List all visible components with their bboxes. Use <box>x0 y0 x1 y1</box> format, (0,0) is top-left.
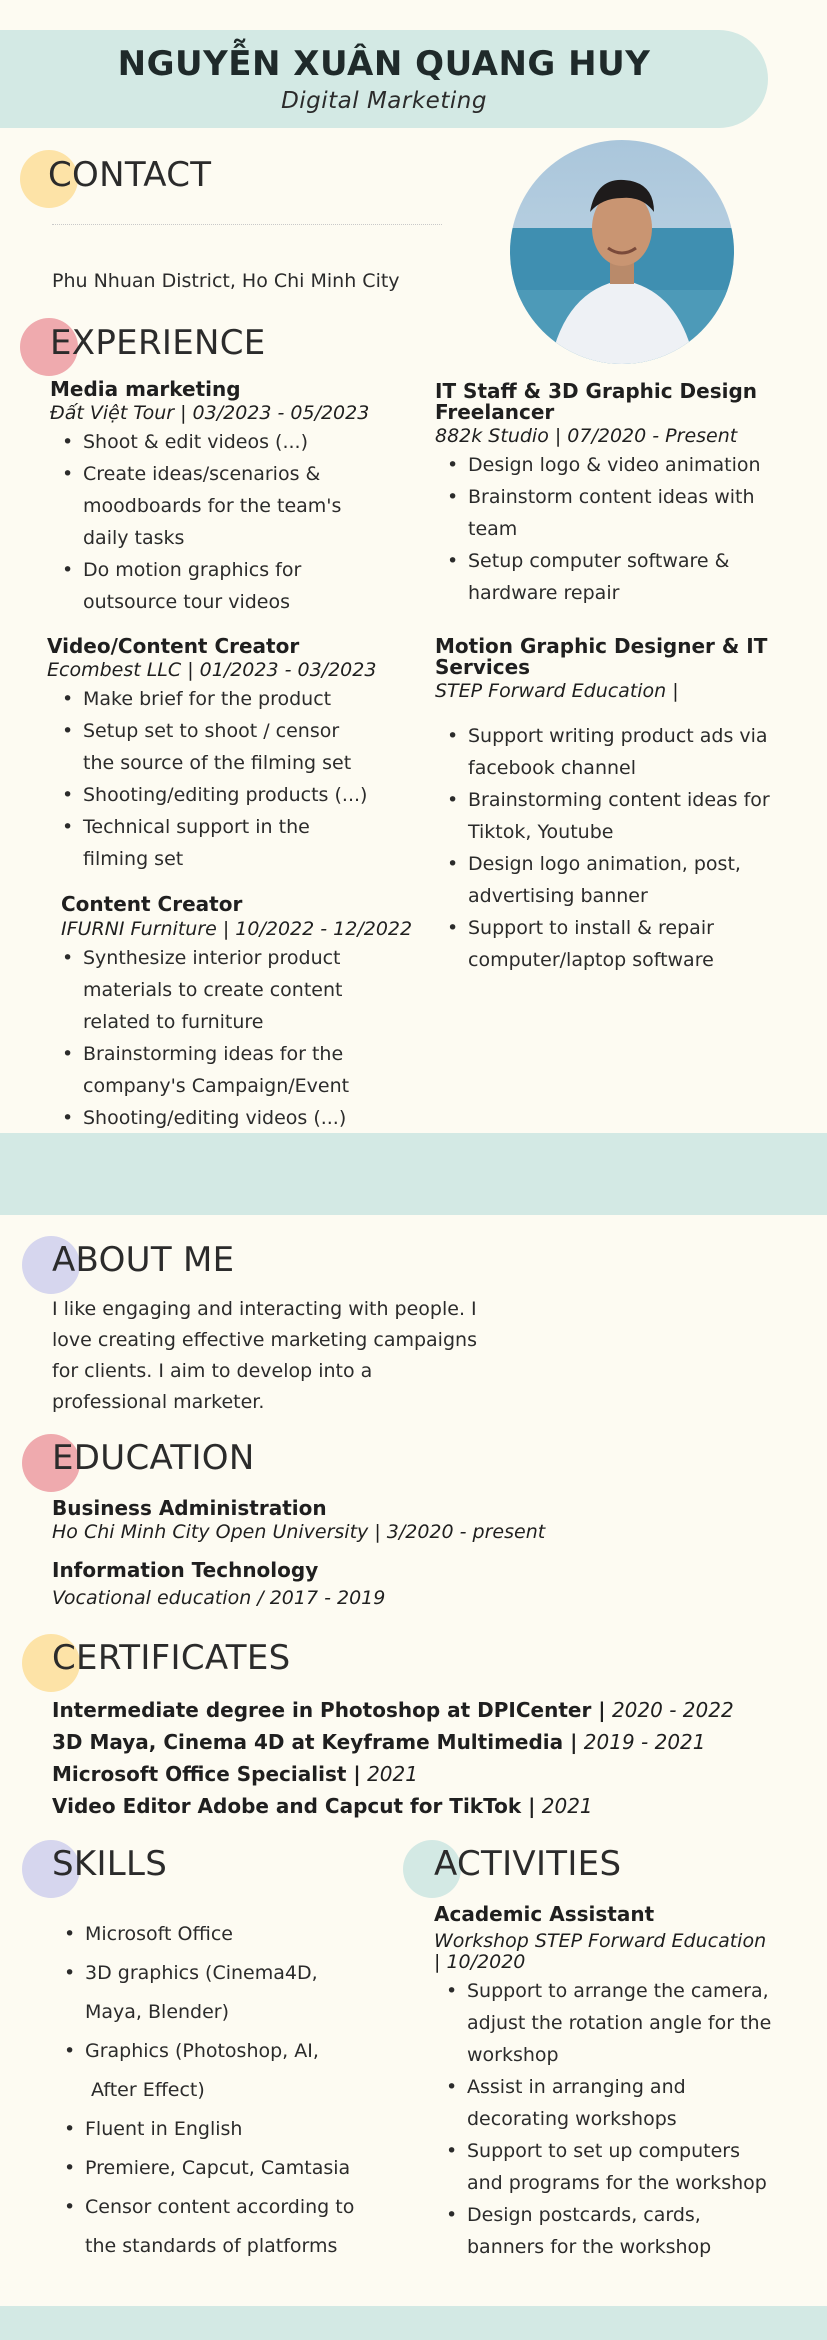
list-item-continued <box>50 490 420 522</box>
education-meta: Ho Chi Minh City Open University | 3/2020 - present <box>52 1521 546 1543</box>
skill-item: • Microsoft Office <box>52 1915 412 1954</box>
list-item-text: Tiktok, Youtube <box>468 821 614 843</box>
list-item: • Support to set up computers <box>434 2135 819 2167</box>
job-meta: STEP Forward Education | <box>435 680 679 702</box>
certificate-item <box>52 1726 812 1758</box>
list-item-continued <box>435 513 815 545</box>
list-item: • Setup set to shoot / censor <box>50 715 427 747</box>
list-item: • Technical support in the <box>50 811 427 843</box>
certificates-title: CERTIFICATES <box>52 1638 291 1678</box>
list-item-continued <box>50 1006 437 1038</box>
page-break-band-top <box>0 1133 827 1169</box>
job-title-line1: IT Staff & 3D Graphic Design <box>435 379 758 403</box>
list-item-text: banners for the workshop <box>467 2236 712 2258</box>
list-item-text: the source of the filming set <box>83 752 352 774</box>
skill-item-text: Maya, Blender) <box>85 2001 230 2023</box>
job-title: Media marketing <box>50 377 241 401</box>
list-item: • Create ideas/scenarios & <box>50 458 420 490</box>
job-title: Video/Content Creator <box>47 634 300 658</box>
certificate-period: 2019 - 2021 <box>577 1730 706 1754</box>
activity-meta-line1: Workshop STEP Forward Education <box>434 1930 767 1952</box>
job-title-line1: Motion Graphic Designer & IT <box>435 634 768 658</box>
list-item-text: decorating workshops <box>467 2108 677 2130</box>
list-item-text: and programs for the workshop <box>467 2172 767 2194</box>
list-item: • Brainstorming content ideas for <box>435 784 815 816</box>
list-item: • Brainstorming ideas for the <box>50 1038 437 1070</box>
job-title: Content Creator <box>61 892 243 916</box>
degree: Business Administration <box>52 1496 327 1520</box>
page-break-band-bottom <box>0 1168 827 1215</box>
certificate-name: 3D Maya, Cinema 4D at Keyframe Multimedia | <box>52 1730 578 1754</box>
job-motion-graphic <box>435 636 815 976</box>
job-meta: Ecombest LLC | 01/2023 - 03/2023 <box>47 659 377 681</box>
list-item: • Shooting/editing products (...) <box>50 779 427 811</box>
job-meta: IFURNI Furniture | 10/2022 - 12/2022 <box>61 918 413 940</box>
certificate-name: Video Editor Adobe and Capcut for TikTok | <box>52 1794 536 1818</box>
skill-item-text: After Effect) <box>85 2079 205 2101</box>
about-line: love creating effective marketing campaigns <box>52 1329 477 1351</box>
list-item: • Shooting/editing videos (...) <box>50 1102 437 1134</box>
portrait-image <box>510 140 734 364</box>
list-item-continued <box>50 974 437 1006</box>
profile-photo <box>510 140 734 364</box>
skill-item-text: the standards of platforms <box>85 2235 338 2257</box>
activity-item <box>434 1904 819 2263</box>
list-item-text: daily tasks <box>83 527 185 549</box>
list-item-continued <box>434 2103 819 2135</box>
certificates-list <box>52 1694 812 1822</box>
list-item-continued <box>434 2231 819 2263</box>
skill-item-continued <box>52 1993 412 2032</box>
person-name: NGUYỄN XUÂN QUANG HUY <box>117 44 651 84</box>
list-item: • Support to install & repair <box>435 912 815 944</box>
education-meta: Vocational education / 2017 - 2019 <box>52 1587 386 1609</box>
list-item: • Assist in arranging and <box>434 2071 819 2103</box>
job-title-line2: Freelancer <box>435 400 555 424</box>
contact-title: CONTACT <box>48 155 212 195</box>
list-item-text: adjust the rotation angle for the <box>467 2012 772 2034</box>
list-item-text: hardware repair <box>468 582 620 604</box>
certificate-item <box>52 1694 812 1726</box>
job-title-line2: Services <box>435 655 531 679</box>
degree: Information Technology <box>52 1558 319 1582</box>
job-it-staff <box>435 381 815 609</box>
job-content-creator <box>61 894 431 915</box>
footer-band <box>0 2306 827 2340</box>
list-item: • Do motion graphics for <box>50 554 420 586</box>
list-item-continued <box>50 843 427 875</box>
experience-title: EXPERIENCE <box>50 323 266 363</box>
list-item-continued <box>435 880 815 912</box>
certificate-period: 2021 <box>535 1794 593 1818</box>
list-item-text: related to furniture <box>83 1011 264 1033</box>
list-item-continued <box>435 752 815 784</box>
contact-address: Phu Nhuan District, Ho Chi Minh City <box>52 270 400 292</box>
skill-item: • Fluent in English <box>52 2110 412 2149</box>
skill-item-continued <box>52 2227 412 2266</box>
list-item: • Make brief for the product <box>50 683 427 715</box>
certificate-period: 2020 - 2022 <box>605 1698 734 1722</box>
skill-item: • 3D graphics (Cinema4D, <box>52 1954 412 1993</box>
list-item-text: workshop <box>467 2044 559 2066</box>
list-item: • Setup computer software & <box>435 545 815 577</box>
job-video-content-creator <box>47 636 427 875</box>
list-item-continued <box>435 944 815 976</box>
about-line: I like engaging and interacting with people. I <box>52 1298 477 1320</box>
job-media-marketing <box>50 379 420 618</box>
list-item-continued <box>434 2039 819 2071</box>
certificate-item <box>52 1758 812 1790</box>
skills-title: SKILLS <box>52 1844 168 1884</box>
list-item: • Synthesize interior product <box>50 942 437 974</box>
list-item: • Design postcards, cards, <box>434 2199 819 2231</box>
job-meta: Đất Việt Tour | 03/2023 - 05/2023 <box>50 402 370 424</box>
list-item-continued <box>50 522 420 554</box>
certificate-item <box>52 1790 812 1822</box>
education-title: EDUCATION <box>52 1438 255 1478</box>
list-item-continued <box>435 816 815 848</box>
list-item: • Support to arrange the camera, <box>434 1975 819 2007</box>
list-item-text: materials to create content <box>83 979 343 1001</box>
list-item-text: facebook channel <box>468 757 637 779</box>
list-item-text: company's Campaign/Event <box>83 1075 350 1097</box>
list-item-continued <box>435 577 815 609</box>
job-meta: 882k Studio | 07/2020 - Present <box>435 425 738 447</box>
list-item-continued <box>50 747 427 779</box>
certificate-name: Intermediate degree in Photoshop at DPICenter | <box>52 1698 606 1722</box>
skill-item: • Graphics (Photoshop, AI, <box>52 2032 412 2071</box>
list-item-text: advertising banner <box>468 885 648 907</box>
activity-role: Academic Assistant <box>434 1902 655 1926</box>
list-item-text: filming set <box>83 848 184 870</box>
list-item: • Support writing product ads via <box>435 720 815 752</box>
redacted-contact-line <box>52 224 442 226</box>
certificate-period: 2021 <box>360 1762 418 1786</box>
skill-item: • Censor content according to <box>52 2188 412 2227</box>
list-item-text: outsource tour videos <box>83 591 291 613</box>
list-item-continued <box>50 1070 437 1102</box>
list-item: • Design logo animation, post, <box>435 848 815 880</box>
activities-title: ACTIVITIES <box>434 1844 622 1884</box>
list-item-text: team <box>468 518 518 540</box>
skills-list <box>52 1915 412 2266</box>
job-content-creator-details <box>47 918 437 1134</box>
list-item: • Design logo & video animation <box>435 449 815 481</box>
list-item-text: moodboards for the team's <box>83 495 342 517</box>
education-item <box>52 1498 652 1543</box>
list-item: • Shoot & edit videos (...) <box>50 426 420 458</box>
about-paragraph <box>52 1294 522 1418</box>
list-item-continued <box>50 586 420 618</box>
list-item-continued <box>434 2007 819 2039</box>
list-item: • Brainstorm content ideas with <box>435 481 815 513</box>
education-item <box>52 1560 652 1609</box>
skill-item: • Premiere, Capcut, Camtasia <box>52 2149 412 2188</box>
activity-meta-line2: | 10/2020 <box>434 1951 526 1973</box>
skill-item-continued <box>52 2071 412 2110</box>
about-title: ABOUT ME <box>52 1240 235 1280</box>
certificate-name: Microsoft Office Specialist | <box>52 1762 361 1786</box>
person-role: Digital Marketing <box>281 88 487 114</box>
list-item-text: computer/laptop software <box>468 949 714 971</box>
list-item-continued <box>434 2167 819 2199</box>
about-line: for clients. I aim to develop into a <box>52 1360 373 1382</box>
about-line: professional marketer. <box>52 1391 265 1413</box>
